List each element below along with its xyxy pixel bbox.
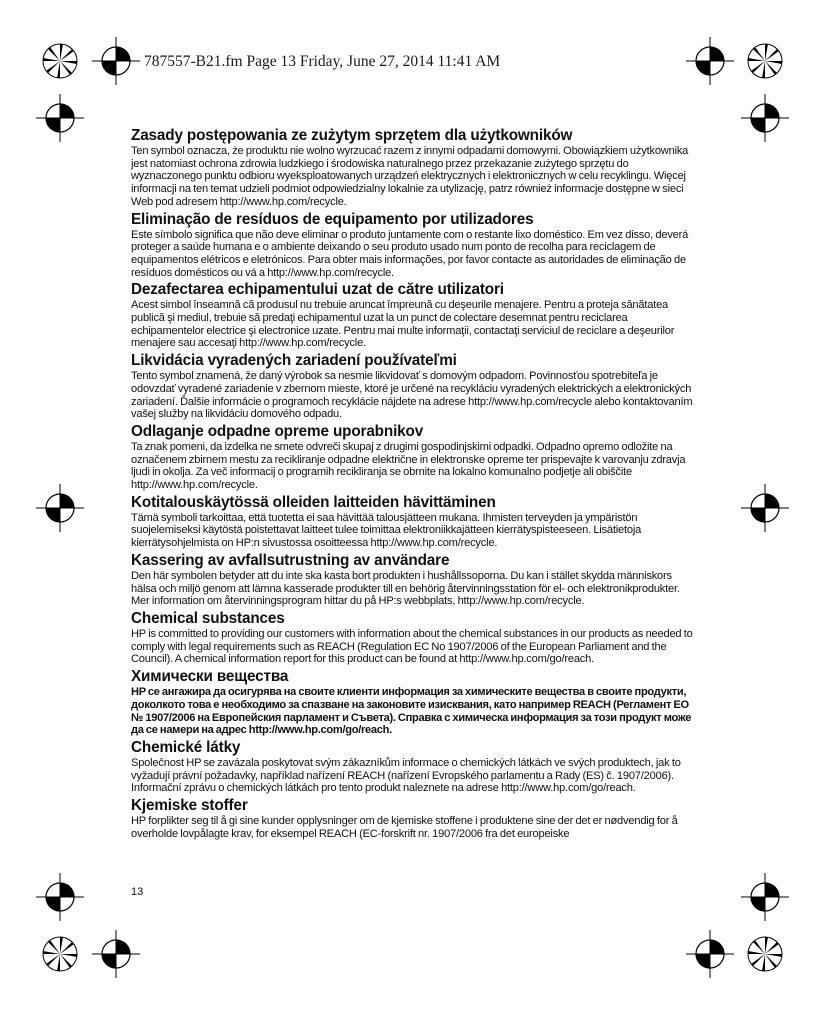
section-heading: Kotitalouskäytössä olleiden laitteiden hävittäminen	[131, 493, 496, 511]
registration-mark-bottom-right	[686, 930, 734, 978]
section-heading: Likvidácia vyradených zariadení používateľmi	[131, 352, 457, 370]
section-text: HP is committed to providing our customers with information about the chemical substances in our products as needed to comply with legal requirements such as REACH (Regulation EC No 1907/2006 of the European Parliament and the Council). A chemical information report for this product can be found at http://www.hp.com/go/reach.	[131, 627, 693, 666]
registration-mark-top-left-inner	[36, 94, 84, 142]
section-text: HP forplikter seg til å gi sine kunder opplysninger om de kjemiske stoffene i produktene sine der det er nødvendig for å overholde lovpålagte krav, for eksempel REACH (EC-forskrift nr. 1907/2006 fra det europeiske	[131, 815, 678, 840]
section-sl	[131, 422, 696, 492]
section-text: Acest simbol înseamnă că produsul nu trebuie aruncat împreună cu deşeurile menajere. Pentru a proteja sănătatea publică şi mediul, trebuie să predaţi echipamentul uzat la un punct de colectare desemnat pentru reciclarea echipamentelor electrice şi electronice uzate. Pentru mai multe informaţii, contactaţi serviciul de reciclare a deşeurilor menajere sau accesaţi http://www.hp.com/recycle.	[131, 299, 675, 350]
section-heading: Chemical substances	[131, 609, 285, 627]
section-en-chemical	[131, 609, 696, 666]
registration-mark-top-right-inner	[741, 94, 789, 142]
section-heading: Odlaganje odpadne opreme uporabnikov	[131, 422, 424, 440]
section-bg-chemical	[131, 667, 696, 737]
starburst-mark-top-right	[741, 37, 789, 85]
section-text: Ta znak pomeni, da izdelka ne smete odvreči skupaj z drugimi gospodinjskimi odpadki. Odpadno opremo odložite na označenem zbirnem mestu za recikliranje odpadne električne in elektronske opreme ter prispevajte k varovanju zdravja ljudi in okolja. Za več informacij o programih recikliranja se obrnite na lokalno komunalno podjetje ali obiščite http://www.hp.com/recycle.	[131, 440, 686, 492]
starburst-mark-top-left	[36, 37, 84, 85]
print-header: 787557-B21.fm Page 13 Friday, June 27, 2014 11:41 AM	[144, 53, 501, 70]
section-heading: Eliminação de resíduos de equipamento por utilizadores	[131, 210, 534, 228]
registration-mark-bottom-left-inner	[36, 873, 84, 921]
section-pl	[131, 126, 696, 209]
section-text: Společnost HP se zavázala poskytovat svým zákazníkům informace o chemických látkách ve svých produktech, jak to vyžadují právní požadavky, například nařízení REACH (nařízení Evropského parlamentu a Rady (ES) č. 1907/2006). Informační zprávu o chemických látkách pro tento produkt naleznete na adrese http://www.hp.com/go/reach.	[131, 756, 681, 795]
section-ro	[131, 280, 696, 350]
section-text: Ten symbol oznacza, że produktu nie wolno wyrzucać razem z innymi odpadami domowymi. Obowiązkiem użytkownika jest natomiast ochrona zdrowia ludzkiego i środowiska naturalnego przez przekazanie zużytego sprzętu do wyznaczonego punktu odbioru wyeksploatowanych urządzeń elektrycznych i elektronicznych w celu recyklingu. Więcej informacji na ten temat udzieli podmiot odpowiedzialny lokalnie za utylizację, patrz również informacje dostępne w sieci Web pod adresem http://www.hp.com/recycle.	[131, 145, 689, 208]
document-body	[131, 126, 696, 841]
section-pt	[131, 210, 696, 280]
section-heading: Kassering av avfallsutrustning av användare	[131, 551, 450, 569]
section-no-chemical	[131, 796, 696, 840]
starburst-mark-bottom-right	[741, 930, 789, 978]
section-text: HP се ангажира да осигурява на своите клиенти информация за химическите вещества в своите продукти, доколкото това е необходимо за спазване на законовите изисквания, като например REACH (Регламент ЕО № 1907/2006 на Европейския парламент и Съвета). Справка с химическа информация за този продукт може да се намери на адрес http://www.hp.com/go/reach.	[131, 686, 692, 737]
starburst-mark-bottom-left	[36, 930, 84, 978]
section-text: Tämä symboli tarkoittaa, että tuotetta ei saa hävittää talousjätteen mukana. Ihmisten terveyden ja ympäristön suojelemiseksi käytöstä poistettavat laitteet tulee toimittaa elektroniikkajätteen kierrätyspisteeseen. Lisätietoja kierrätysohjelmista on HP:n sivustossa osoitteessa http://www.hp.com/recycle.	[131, 511, 642, 550]
section-heading: Zasady postępowania ze zużytym sprzętem dla użytkowników	[131, 127, 573, 144]
section-text: Den här symbolen betyder att du inte ska kasta bort produkten i hushållssoporna. Du kan i stället skydda människors hälsa och miljö genom att lämna kasserade produkter till en behörig återvinningsstation för el- och elektronikprodukter. Mer information om återvinningsprogram hittar du på HP:s webbplats, http://www.hp.com/recycle.	[131, 569, 680, 608]
registration-mark-right-middle	[741, 484, 789, 532]
section-heading: Dezafectarea echipamentului uzat de către utilizatori	[131, 281, 504, 299]
section-heading: Химически вещества	[131, 668, 289, 686]
section-text: Tento symbol znamená, že daný výrobok sa nesmie likvidovať s domovým odpadom. Povinnosťou spotrebiteľa je odovzdať vyradené zariadenie v zbernom mieste, ktoré je určené na recykláciu vyradených elektrických a elektronických zariadení. Ďalšie informácie o programoch recyklácie nájdete na adrese http://www.hp.com/recycle alebo kontaktovaním vašej služby na likvidáciu domového odpadu.	[131, 370, 693, 421]
registration-mark-top-right	[686, 37, 734, 85]
section-sv	[131, 551, 696, 608]
section-heading: Chemické látky	[131, 738, 241, 756]
section-heading: Kjemiske stoffer	[131, 797, 248, 815]
registration-mark-top-left	[92, 37, 140, 85]
section-text: Este símbolo significa que não deve eliminar o produto juntamente com o restante lixo doméstico. Em vez disso, deverá proteger a saúde humana e o ambiente deixando o seu produto usado num ponto de recolha para reciclagem de equipamentos elétricos e eletrónicos. Para obter mais informações, por favor contacte as autoridades de eliminação de resíduos domésticos ou vá a http://www.hp.com/recycle.	[131, 228, 689, 279]
section-sk	[131, 351, 696, 421]
registration-mark-bottom-left	[92, 930, 140, 978]
registration-mark-left-middle	[36, 484, 84, 532]
section-fi	[131, 493, 696, 550]
section-cs-chemical	[131, 738, 696, 795]
page-number: 13	[131, 886, 144, 898]
registration-mark-bottom-right-inner	[741, 873, 789, 921]
